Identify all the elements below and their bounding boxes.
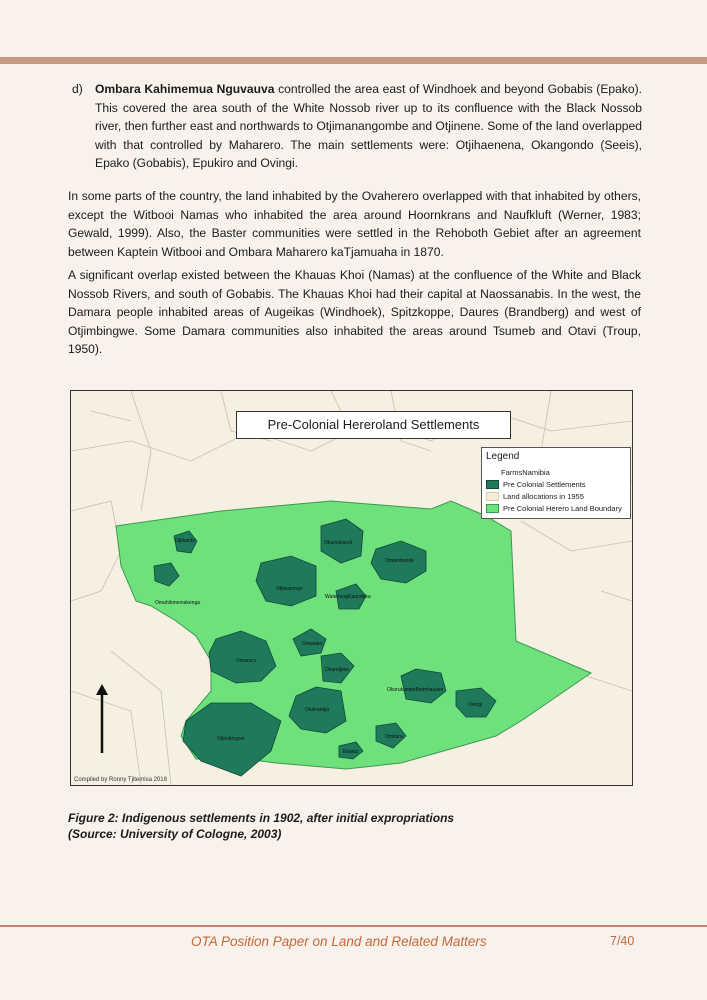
paragraph-1: In some parts of the country, the land inhabited by the Ovaherero overlapped with that inhabited by others, except the Witbooi Namas who inhabited the area around Hoornkrans and Naufkluft (Werner, 1983; Gewald, 1999). Also, the Baster communities were settled in the Rehoboth Gebiet after an agreement between Kaptein Witbooi and Ombara Maharero kaTjamuaha in 1870. xyxy=(68,189,641,259)
legend-swatch xyxy=(486,504,499,513)
list-item-body xyxy=(95,80,642,173)
map-figure xyxy=(70,390,633,786)
footer-rule xyxy=(0,925,707,927)
settlement-label: WaterbergKaundeka xyxy=(325,594,371,600)
legend-swatch xyxy=(486,469,497,476)
settlement-label: Omaruru xyxy=(236,658,256,664)
legend-label: Pre Colonial Herero Land Boundary xyxy=(503,503,622,513)
legend-item-settlements xyxy=(486,479,586,489)
list-item-text: controlled the area east of Windhoek and beyond Gobabis (Epako). This covered the area south of the White Nossob river up to its confluence with the Black Nossob river, then further east and northwards to Otjimanangombe and Otjinene. Some of the land overlapped with that controlled by Maharero. The main settlements were: Otjihaenena, Okangondo (Seeis), Epako (Gobabis), Epukiro and Ovingi. xyxy=(95,82,642,170)
settlement-label: OkorukambeBeimhausen xyxy=(387,687,444,693)
paragraph-2: A significant overlap existed between the Khauas Khoi (Namas) at the confluence of the White and Black Nossob Rivers, and south of Gobabis. The Khauas Khoi had their capital at Naossanabis. In the west, the Damara people inhabited areas of Augeikas (Windhoek), Spitzkoppe, Daures (Brandberg) and west of Otjimbingwe. Some Damara communities also inhabited the areas around Tsumeb and Otavi (Troup, 1950). xyxy=(68,268,641,356)
legend-swatch xyxy=(486,492,499,501)
list-item-name: Ombara Kahimemua Nguvauva xyxy=(95,82,275,96)
settlement-label: Otjitambi xyxy=(175,538,195,544)
settlement-label: Omitara xyxy=(385,734,403,740)
map-title: Pre-Colonial Hereroland Settlements xyxy=(236,411,511,439)
legend-label: FarmsNamibia xyxy=(501,467,550,477)
settlement-label: Ovingi xyxy=(468,702,483,708)
legend-swatch xyxy=(486,480,499,489)
footer-title: OTA Position Paper on Land and Related Matters xyxy=(191,934,487,949)
legend-label: Pre Colonial Settlements xyxy=(503,479,586,489)
list-marker: d) xyxy=(72,82,83,96)
legend-label: Land allocations in 1955 xyxy=(503,491,584,501)
header-band xyxy=(0,57,707,64)
caption-title: Figure 2: Indigenous settlements in 1902, after initial expropriations xyxy=(68,811,455,825)
settlement-label: Otjiwarongo xyxy=(276,586,303,592)
settlement-label: Ekanzi xyxy=(343,749,359,755)
list-item-d xyxy=(72,80,642,173)
legend-item-allocations xyxy=(486,491,584,501)
settlement-label: Otjimbingwe xyxy=(217,736,245,742)
settlement-label: Okamukandi xyxy=(324,540,353,546)
caption-source: (Source: University of Cologne, 2003) xyxy=(68,827,282,841)
legend-item-farms xyxy=(486,467,550,477)
settlement-label: Omatako xyxy=(302,641,323,647)
map-legend xyxy=(481,447,631,519)
figure-caption xyxy=(68,810,454,842)
settlement-label: Omambonde xyxy=(385,558,414,564)
settlement-label: Omahitonemakenga xyxy=(155,600,201,606)
legend-title: Legend xyxy=(486,451,520,462)
settlement-label: Okandjose xyxy=(325,667,349,673)
map-credit: Compiled by Ronny Tjitemisa 2018 xyxy=(74,777,167,783)
settlement-label: Okahandja xyxy=(305,707,330,713)
north-arrow xyxy=(96,684,108,753)
legend-item-boundary xyxy=(486,503,622,513)
page-number: 7/40 xyxy=(610,934,635,948)
